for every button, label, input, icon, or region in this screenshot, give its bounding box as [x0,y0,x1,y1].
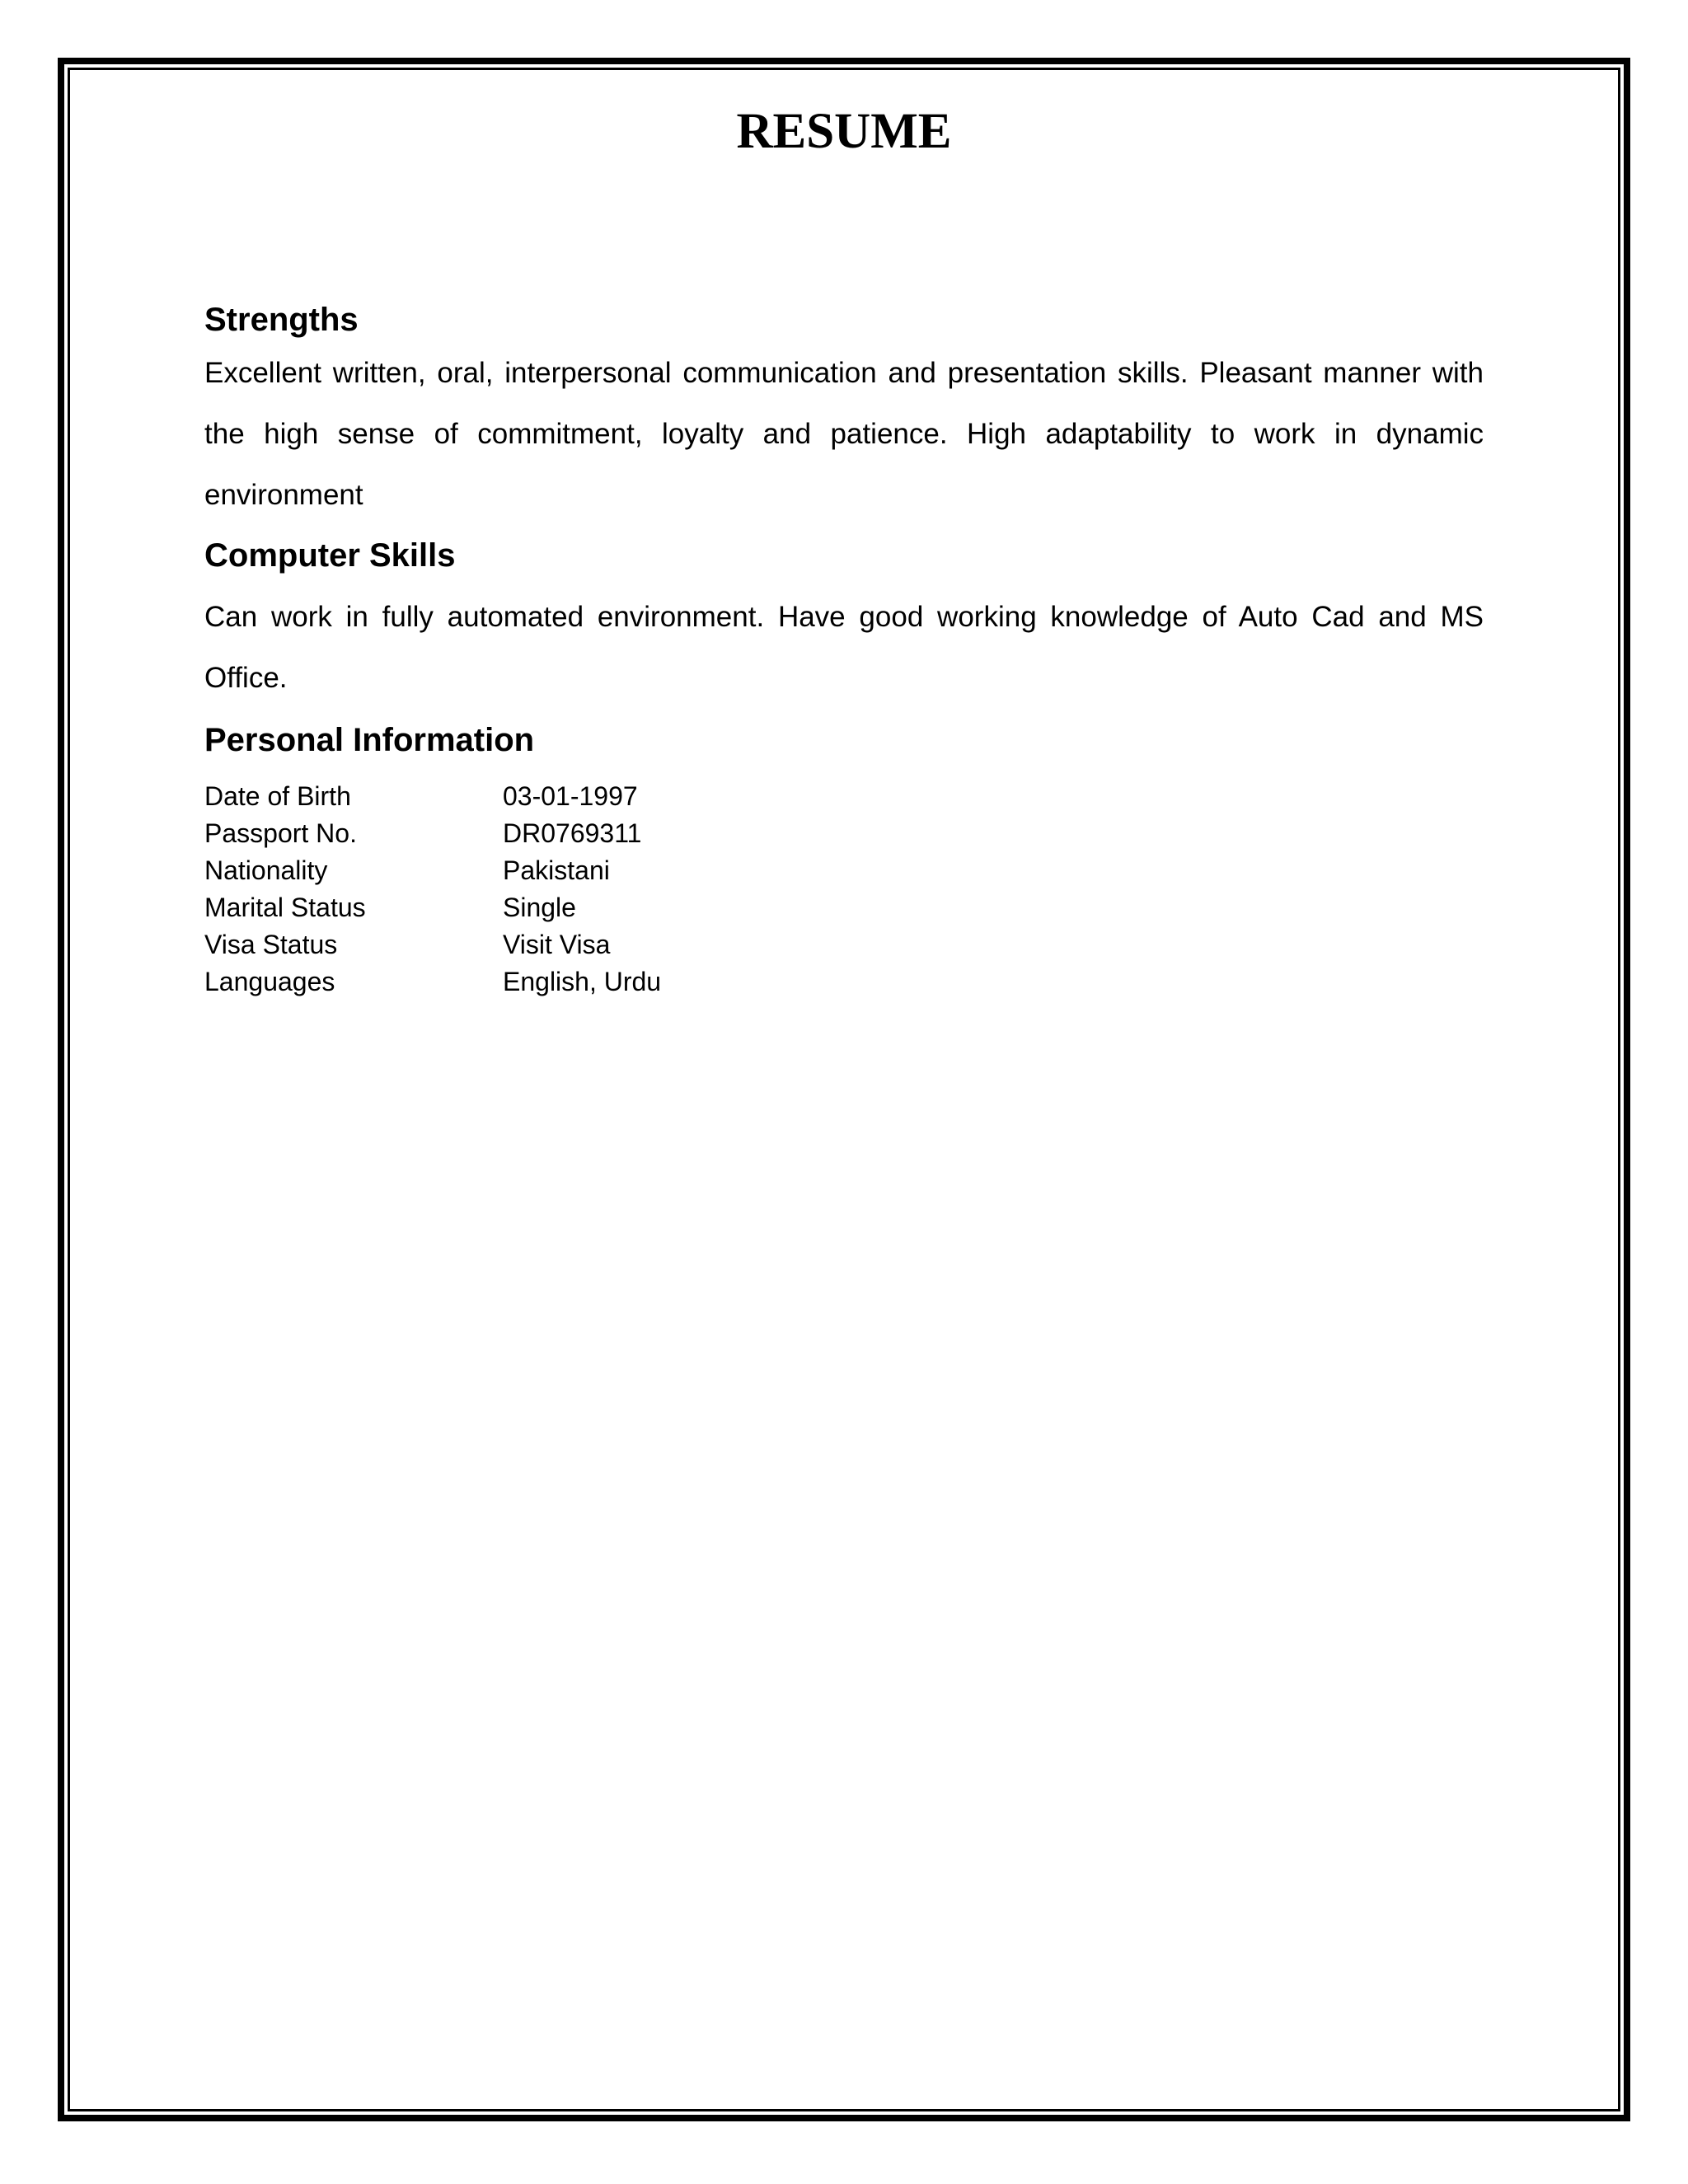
info-value: Pakistani [503,855,610,885]
info-value: DR0769311 [503,818,642,848]
info-row-date-of-birth [204,778,1484,815]
info-label: Languages [204,967,335,996]
info-value: 03-01-1997 [503,781,638,811]
info-row-visa-status [204,926,1484,963]
info-row-passport-no [204,815,1484,852]
computer-skills-heading: Computer Skills [204,537,456,574]
strengths-text: Excellent written, oral, interpersonal communication and presentation skills. Pleasant manner with the high sense of commitment, loyalty and patience. High adaptability to work in dynamic environment [204,357,1484,511]
computer-skills-text: Can work in fully automated environment. Have good working knowledge of Auto Cad and MS Office. [204,601,1484,694]
info-value: English, Urdu [503,967,662,996]
info-label: Marital Status [204,893,366,922]
personal-information-heading: Personal Information [204,722,535,758]
strengths-section [204,297,1484,526]
info-value: Visit Visa [503,930,611,959]
info-label: Visa Status [204,930,338,959]
strengths-heading: Strengths [204,302,359,338]
info-label: Passport No. [204,818,357,848]
info-row-marital-status [204,889,1484,926]
document-title: RESUME [736,104,952,159]
computer-skills-section [204,532,1484,709]
info-label: Date of Birth [204,781,351,811]
personal-information-section [204,717,1484,1001]
info-label: Nationality [204,855,328,885]
info-row-languages [204,963,1484,1001]
info-value: Single [503,893,576,922]
info-row-nationality [204,852,1484,889]
personal-information-table [204,778,1484,1001]
resume-content [204,297,1484,1001]
